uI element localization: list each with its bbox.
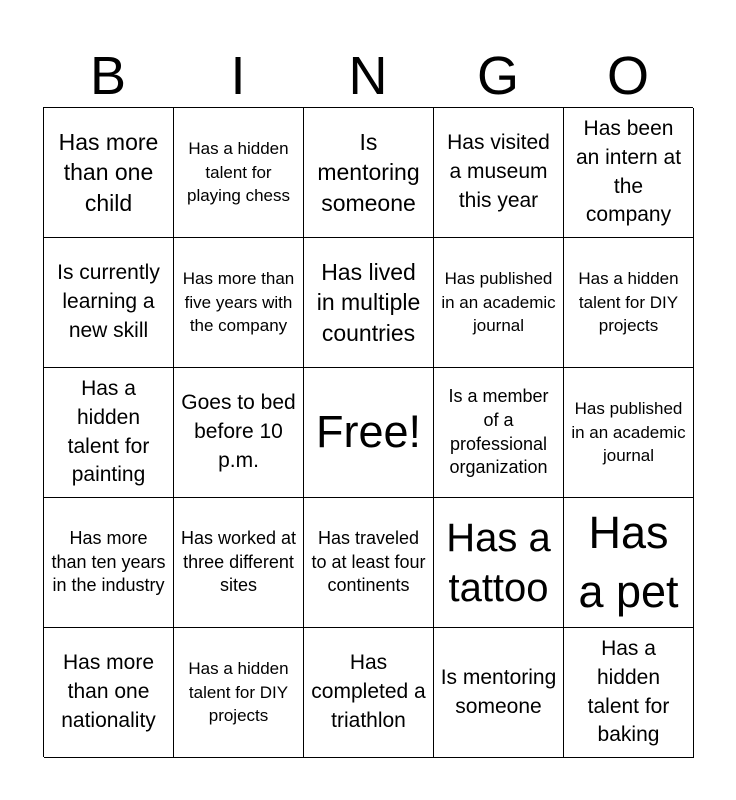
bingo-cell[interactable] xyxy=(44,238,174,368)
cell-text: Has more than one child xyxy=(58,128,159,216)
header-letter-g: G xyxy=(476,46,519,106)
cell-text: Free! xyxy=(315,406,422,458)
cell-text: Has a pet xyxy=(578,507,679,617)
cell-text: Has a tattoo xyxy=(446,515,551,610)
bingo-cell[interactable] xyxy=(564,498,694,628)
cell-text: Has worked at three different sites xyxy=(180,527,297,596)
cell-text: Is mentoring someone xyxy=(440,665,557,718)
cell-text: Has a hidden talent for painting xyxy=(67,376,150,487)
header-letter-i: I xyxy=(230,46,246,106)
bingo-cell[interactable] xyxy=(564,108,694,238)
bingo-cell[interactable] xyxy=(304,238,434,368)
cell-text: Has more than five years with the company xyxy=(182,269,295,336)
cell-text: Has completed a triathlon xyxy=(311,651,426,732)
bingo-cell[interactable] xyxy=(174,238,304,368)
bingo-cell[interactable] xyxy=(434,368,564,498)
cell-text: Has been an intern at the company xyxy=(575,116,682,227)
cell-text: Goes to bed before 10 p.m. xyxy=(181,391,296,472)
cell-text: Has lived in multiple countries xyxy=(316,258,421,346)
cell-text: Has published in an academic journal xyxy=(441,269,556,336)
bingo-cell[interactable] xyxy=(434,498,564,628)
cell-text: Has more than ten years in the industry xyxy=(51,527,166,596)
bingo-cell[interactable] xyxy=(44,108,174,238)
bingo-grid xyxy=(43,107,693,757)
bingo-header xyxy=(43,46,693,106)
cell-text: Has a hidden talent for DIY projects xyxy=(578,269,679,336)
header-letter-b: B xyxy=(89,46,127,106)
bingo-cell[interactable] xyxy=(44,368,174,498)
bingo-cell[interactable] xyxy=(304,108,434,238)
bingo-free-space[interactable] xyxy=(304,368,434,498)
bingo-cell[interactable] xyxy=(434,238,564,368)
cell-text: Has visited a museum this year xyxy=(447,131,550,212)
bingo-cell[interactable] xyxy=(304,498,434,628)
bingo-cell[interactable] xyxy=(174,368,304,498)
cell-text: Is currently learning a new skill xyxy=(57,261,160,342)
cell-text: Has more than one nationality xyxy=(61,651,156,732)
cell-text: Is a member of a professional organization xyxy=(448,385,549,478)
bingo-cell[interactable] xyxy=(44,498,174,628)
cell-text: Is mentoring someone xyxy=(317,128,420,216)
bingo-cell[interactable] xyxy=(44,628,174,758)
bingo-cell[interactable] xyxy=(304,628,434,758)
cell-text: Has published in an academic journal xyxy=(571,399,686,466)
bingo-cell[interactable] xyxy=(564,238,694,368)
bingo-cell[interactable] xyxy=(174,108,304,238)
bingo-cell[interactable] xyxy=(564,368,694,498)
bingo-cell[interactable] xyxy=(564,628,694,758)
cell-text: Has a hidden talent for baking xyxy=(587,636,670,747)
header-letter-n: N xyxy=(348,46,388,106)
bingo-cell[interactable] xyxy=(434,628,564,758)
cell-text: Has a hidden talent for playing chess xyxy=(186,139,290,206)
header-letter-o: O xyxy=(606,46,649,106)
bingo-cell[interactable] xyxy=(174,498,304,628)
bingo-cell[interactable] xyxy=(434,108,564,238)
cell-text: Has a hidden talent for DIY projects xyxy=(188,659,289,726)
cell-text: Has traveled to at least four continents xyxy=(311,527,426,596)
bingo-cell[interactable] xyxy=(174,628,304,758)
